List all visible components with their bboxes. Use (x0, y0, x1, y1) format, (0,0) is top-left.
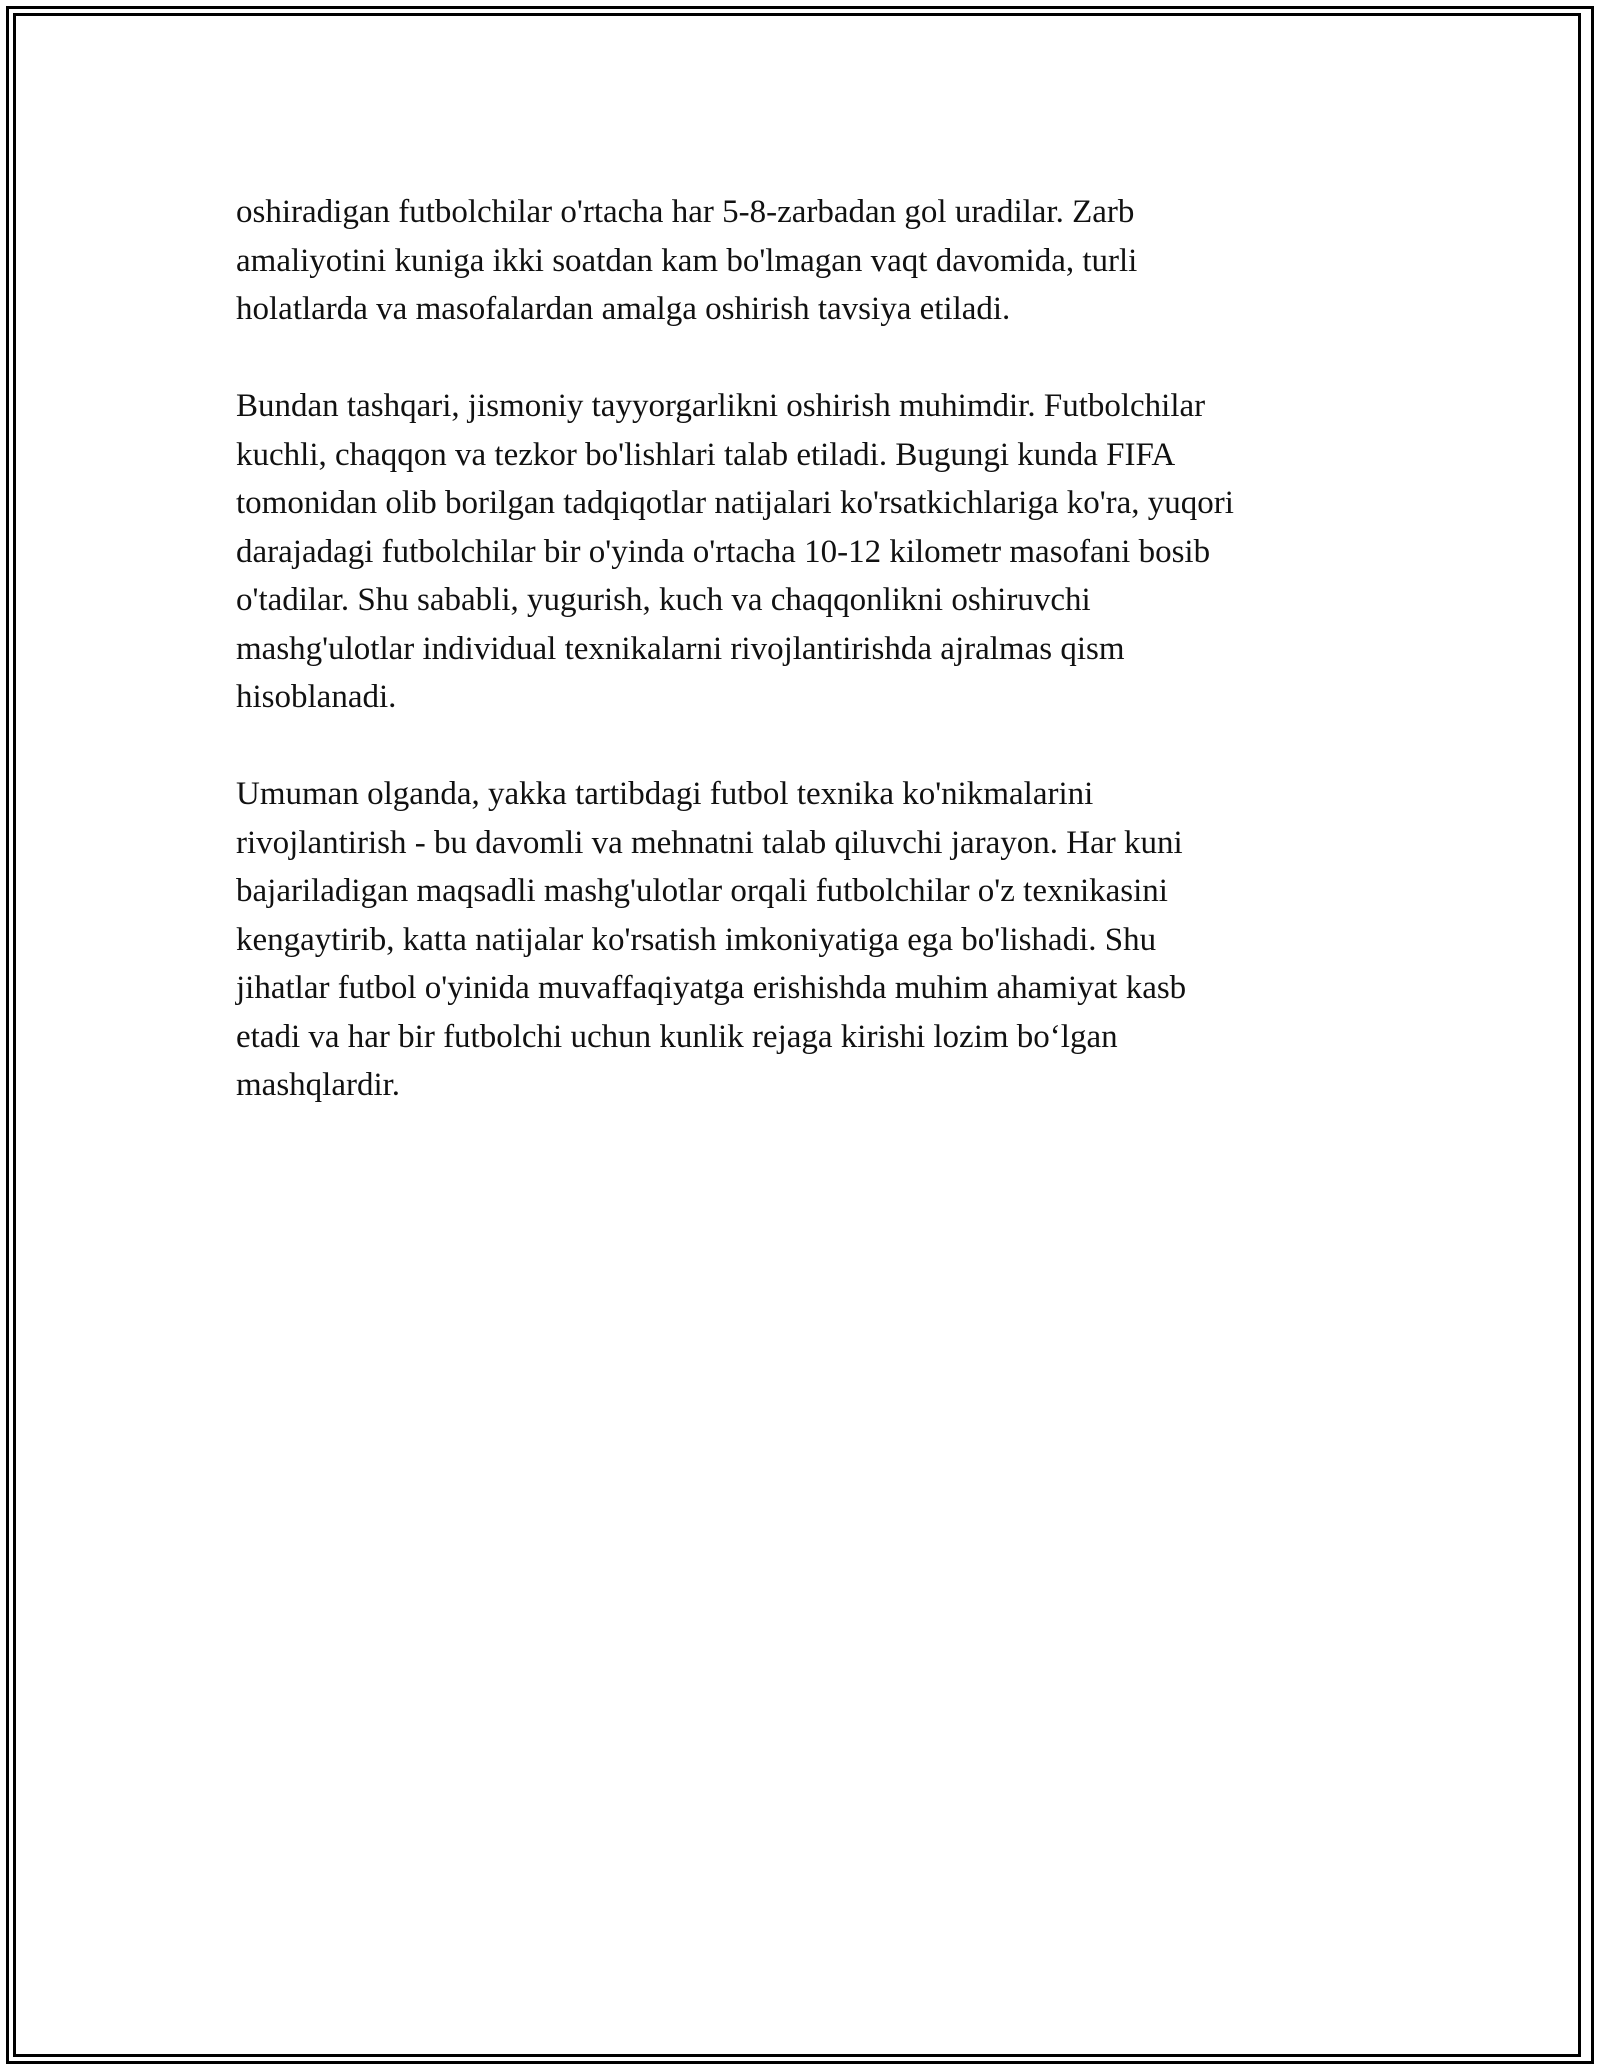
paragraph-conclusion: Umuman olganda, yakka tartibdagi futbol texnika ko'nikmalarini rivojlantirish - bu davomli va mehnatni talab qiluvchi jarayon. Har kuni bajariladigan maqsadli mashg'ulotlar orqali futbolchilar o'z texnikasini kengaytirib, katta natijalar ko'rsatish imkoniyatiga ega bo'lishadi. Shu jihatlar futbol o'yinida muvaffaqiyatga erishishda muhim ahamiyat kasb etadi va har bir futbolchi uchun kunlik rejaga kirishi lozim bo‘lgan mashqlardir. (236, 776, 1187, 1103)
document-body (236, 188, 1366, 1158)
paragraph-shooting-practice: oshiradigan futbolchilar o'rtacha har 5-8-zarbadan gol uradilar. Zarb amaliyotini kuniga ikki soatdan kam bo'lmagan vaqt davomida, turli holatlarda va masofalardan amalga oshirish tavsiya etiladi. (236, 194, 1138, 327)
paragraph-physical-preparation: Bundan tashqari, jismoniy tayyorgarlikni oshirish muhimdir. Futbolchilar kuchli, chaqqon va tezkor bo'lishlari talab etiladi. Bugungi kunda FIFA tomonidan olib borilgan tadqiqotlar natijalari ko'rsatkichlariga ko'ra, yuqori darajadagi futbolchilar bir o'yinda o'rtacha 10-12 kilometr masofani bosib o'tadilar. Shu sababli, yugurish, kuch va chaqqonlikni oshiruvchi mashg'ulotlar individual texnikalarni rivojlantirishda ajralmas qism hisoblanadi. (236, 388, 1234, 715)
